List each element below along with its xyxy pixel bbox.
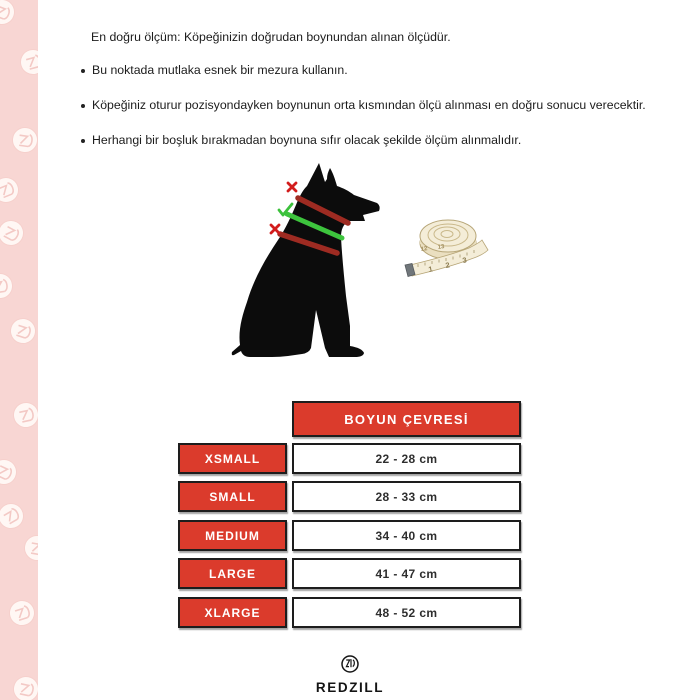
wrong-position-x-icon <box>288 183 296 191</box>
size-range-cell: 48 - 52 cm <box>292 597 521 628</box>
tip-item: Köpeğiniz oturur pozisyondayken boynunun orta kısmından ölçü alınması en doğru sonucu verecektir. <box>80 98 646 113</box>
size-label-cell: LARGE <box>178 558 287 589</box>
tape-rim-number: 12 <box>420 246 428 253</box>
size-range-cell: 41 - 47 cm <box>292 558 521 589</box>
size-label-cell: XSMALL <box>178 443 287 474</box>
tape-number: 3 <box>461 255 468 265</box>
size-range-cell: 22 - 28 cm <box>292 443 521 474</box>
redzill-monogram-watermark-icon <box>0 0 38 700</box>
brand-name: REDZILL <box>315 680 385 695</box>
measurement-tips-list <box>80 63 646 168</box>
size-label-cell: SMALL <box>178 481 287 512</box>
size-label-cell: XLARGE <box>178 597 287 628</box>
measuring-tape-icon <box>403 213 499 285</box>
tape-rim-number: 13 <box>437 244 445 251</box>
sidebar-pattern <box>0 0 38 700</box>
size-range-cell: 34 - 40 cm <box>292 520 521 551</box>
redzill-logo-icon <box>340 654 360 674</box>
sitting-dog-silhouette-icon <box>230 160 385 370</box>
tip-item: Bu noktada mutlaka esnek bir mezura kullanın. <box>80 63 646 78</box>
tip-item: Herhangi bir boşluk bırakmadan boynuna sıfır olacak şekilde ölçüm alınmalıdır. <box>80 133 646 148</box>
wrong-position-x-icon <box>271 225 279 233</box>
tape-number: 1 <box>427 264 434 274</box>
tape-number: 2 <box>444 260 451 270</box>
size-label-cell: MEDIUM <box>178 520 287 551</box>
size-range-cell: 28 - 33 cm <box>292 481 521 512</box>
intro-title: En doğru ölçüm: Köpeğinizin doğrudan boynundan alınan ölçüdür. <box>91 30 451 44</box>
dog-body <box>232 163 380 357</box>
size-table-header: BOYUN ÇEVRESİ <box>292 401 521 437</box>
